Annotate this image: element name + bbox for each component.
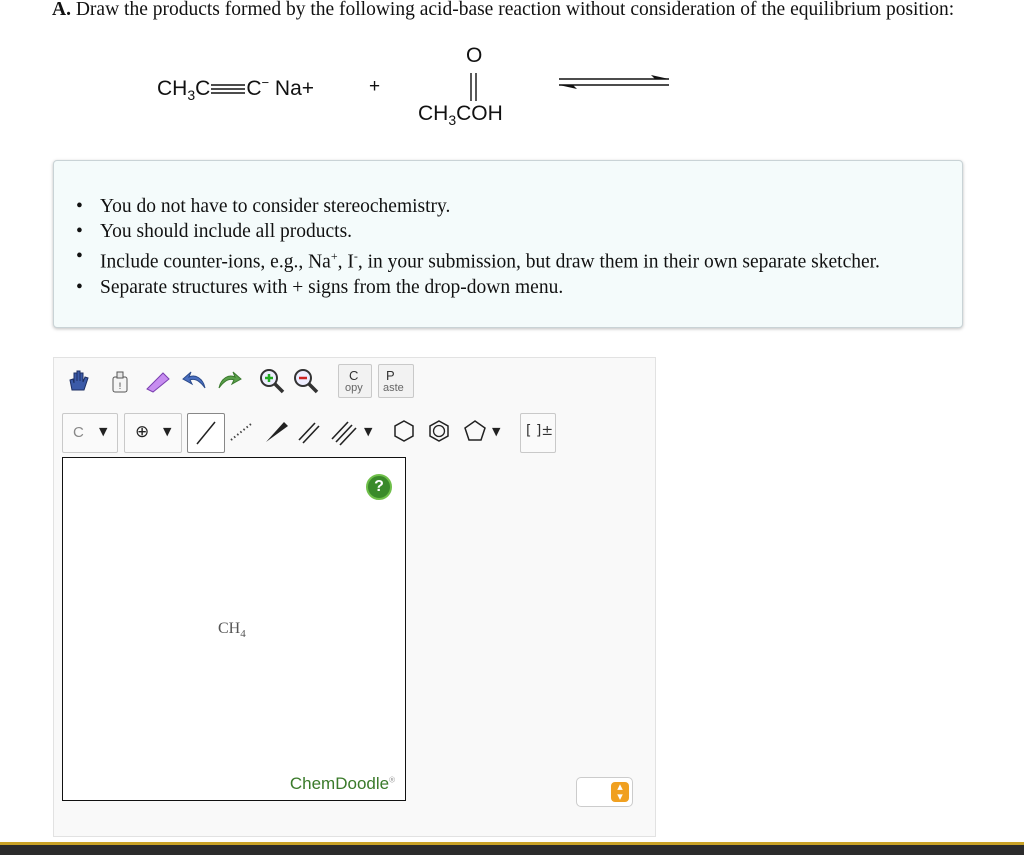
single-bond-button[interactable] (187, 413, 225, 453)
cyclohexane-icon[interactable] (389, 416, 419, 446)
bracket-button[interactable]: [ ]± (520, 413, 556, 453)
wedge-bond-icon[interactable] (261, 417, 291, 447)
undo-icon[interactable] (180, 366, 210, 396)
double-bond-icon[interactable] (294, 417, 324, 447)
redo-icon[interactable] (214, 366, 244, 396)
drawing-canvas[interactable] (62, 457, 406, 801)
carbonyl-double-bond (468, 73, 480, 101)
reaction-plus: + (369, 76, 381, 97)
dropdown-arrow-icon: ▼ (99, 425, 108, 438)
select-arrows-icon: ▴ ▾ (611, 782, 629, 802)
carbonyl-oxygen: O (466, 44, 483, 67)
clear-icon[interactable] (105, 366, 135, 396)
svg-text:!: ! (118, 381, 122, 391)
paste-button[interactable]: P aste (378, 364, 414, 398)
reactant-acetic-acid: $CH_3COH$ (418, 102, 503, 129)
question-body: Draw the products formed by the following acid-base reaction without consideration of the equilibrium position: (75, 0, 955, 20)
charge-selector[interactable]: ⊕ ▼ (124, 413, 182, 453)
reaction-scheme (0, 40, 1024, 140)
triple-bond (211, 83, 245, 95)
bond-dropdown-arrow-icon[interactable]: ▼ (364, 425, 373, 438)
ring-dropdown-arrow-icon[interactable]: ▼ (492, 425, 501, 438)
copy-button[interactable]: C opy (338, 364, 372, 398)
instruction-item-counterions: • Include counter-ions, e.g., Na+, I-, in your submission, but draw them in their own separate sketcher. (100, 244, 880, 275)
instructions-box (53, 160, 963, 328)
benzene-icon[interactable] (424, 416, 454, 446)
zoom-out-icon[interactable] (291, 366, 321, 396)
reactant-acetylide: $CH_3C$ C− Na+ (157, 75, 315, 104)
equilibrium-arrow-icon (555, 73, 675, 93)
chemdoodle-logo: ChemDoodle® (289, 774, 395, 793)
cyclopentane-icon[interactable] (460, 416, 490, 446)
question-text (52, 0, 954, 21)
separator-dropdown[interactable] (576, 777, 633, 807)
atom-selector[interactable]: C ▼ (62, 413, 118, 453)
sodium-counterion: Na+ (274, 77, 315, 100)
eraser-icon[interactable] (143, 366, 173, 396)
instruction-item: • You do not have to consider stereochemistry. (100, 194, 880, 219)
molecule-ch4[interactable]: $CH_4$ (218, 620, 246, 641)
triple-bond-icon[interactable] (328, 417, 358, 447)
instruction-item: • You should include all products. (100, 219, 880, 244)
dropdown-arrow-icon: ▼ (163, 425, 172, 438)
help-button[interactable]: ? (366, 474, 392, 500)
recessed-bond-icon[interactable] (226, 417, 256, 447)
single-bond-icon (188, 414, 224, 452)
footer-bar (0, 842, 1024, 855)
zoom-in-icon[interactable] (257, 366, 287, 396)
question-label: A. (52, 0, 71, 20)
instruction-item: • Separate structures with + signs from the drop-down menu. (100, 275, 880, 300)
hand-icon[interactable] (63, 366, 93, 396)
